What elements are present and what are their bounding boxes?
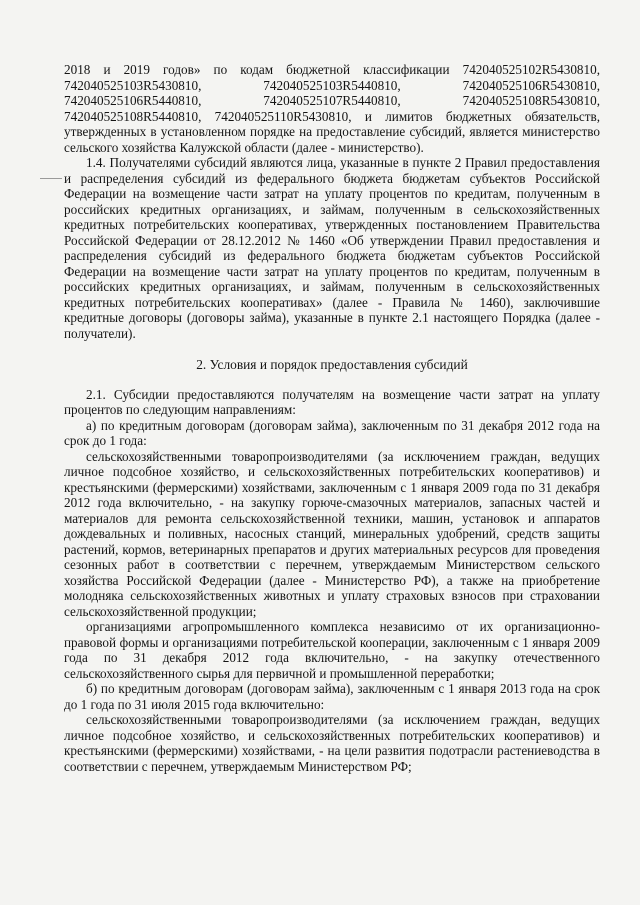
paragraph-budget-codes: 2018 и 2019 годов» по кодам бюджетной классификации 742040525102R5430810, 742040525103R5430810, 742040525103R5440810, 742040525106R5430810, 742040525106R5440810, 742040525107R5440810, 742040525108R5430810, 742040525108R5440810, 742040525110R5430810, и лимитов бюджетных обязательств, утвержденных в установленном порядке на предоставление субсидий, является министерство сельского хозяйства Калужской области (далее - министерство). [64,62,600,155]
paragraph-2-1-a: а) по кредитным договорам (договорам займа), заключенным по 31 декабря 2012 года на срок до 1 года: [64,417,600,448]
document-body [64,62,600,774]
paragraph-2-1-b: б) по кредитным договорам (договорам займа), заключенным с 1 января 2013 года на срок до 1 года по 31 июля 2015 года включительно: [64,681,600,712]
section-heading-2: 2. Условия и порядок предоставления субсидий [196,357,468,372]
paragraph-producers-2013: сельскохозяйственными товаропроизводителями (за исключением граждан, ведущих личное подсобное хозяйство, и сельскохозяйственных потребительских кооперативов) и крестьянскими (фермерскими) хозяйствами, - на цели развития подотрасли растениеводства в соответствии с перечнем, утверждаемым Министерством РФ; [64,712,600,774]
paragraph-1-4-recipients: 1.4. Получателями субсидий являются лица, указанные в пункте 2 Правил предоставления и распределения субсидий из федерального бюджета бюджетам субъектов Российской Федерации на возмещение части затрат на уплату процентов по кредитам, полученным в российских кредитных организациях, и займам, полученным в сельскохозяйственных кредитных потребительских кооперативах, утвержденных постановлением Правительства Российской Федерации от 28.12.2012 № 1460 «Об утверждении Правил предоставления и распределения субсидий из федерального бюджета бюджетам субъектов Российской Федерации на возмещение части затрат на уплату процентов по кредитам, полученным в российских кредитных организациях, и займам, полученным в сельскохозяйственных кредитных потребительских кооперативах» (далее - Правила № 1460), заключившие кредитные договоры (договоры займа), указанные в пункте 2.1 настоящего Порядка (далее - получатели). [64,155,600,341]
paragraph-2-1: 2.1. Субсидии предоставляются получателям на возмещение части затрат на уплату процентов по следующим направлениям: [64,386,600,417]
paragraph-agro-organizations: организациями агропромышленного комплекса независимо от их организационно-правовой формы и организациями потребительской кооперации, заключенным с 1 января 2009 года по 31 декабря 2012 года включительно, - на закупку отечественного сельскохозяйственного сырья для первичной и промышленной переработки; [64,619,600,681]
paragraph-producers-2012: сельскохозяйственными товаропроизводителями (за исключением граждан, ведущих личное подсобное хозяйство, и сельскохозяйственных потребительских кооперативов) и крестьянскими (фермерскими) хозяйствами, заключенным с 1 января 2009 года по 31 декабря 2012 года включительно, - на закупку горюче-смазочных материалов, запасных частей и материалов для ремонта сельскохозяйственной техники, машин, установок и аппаратов дождевальных и поливных, насосных станций, минеральных удобрений, средств защиты растений, кормов, ветеринарных препаратов и других материальных ресурсов для проведения сезонных работ в соответствии с перечнем, утверждаемым Министерством сельского хозяйства Российской Федерации (далее - Министерство РФ), а также на приобретение молодняка сельскохозяйственных животных и уплату страховых взносов при страховании сельскохозяйственной продукции; [64,448,600,619]
scan-artifact-line [40,178,62,179]
